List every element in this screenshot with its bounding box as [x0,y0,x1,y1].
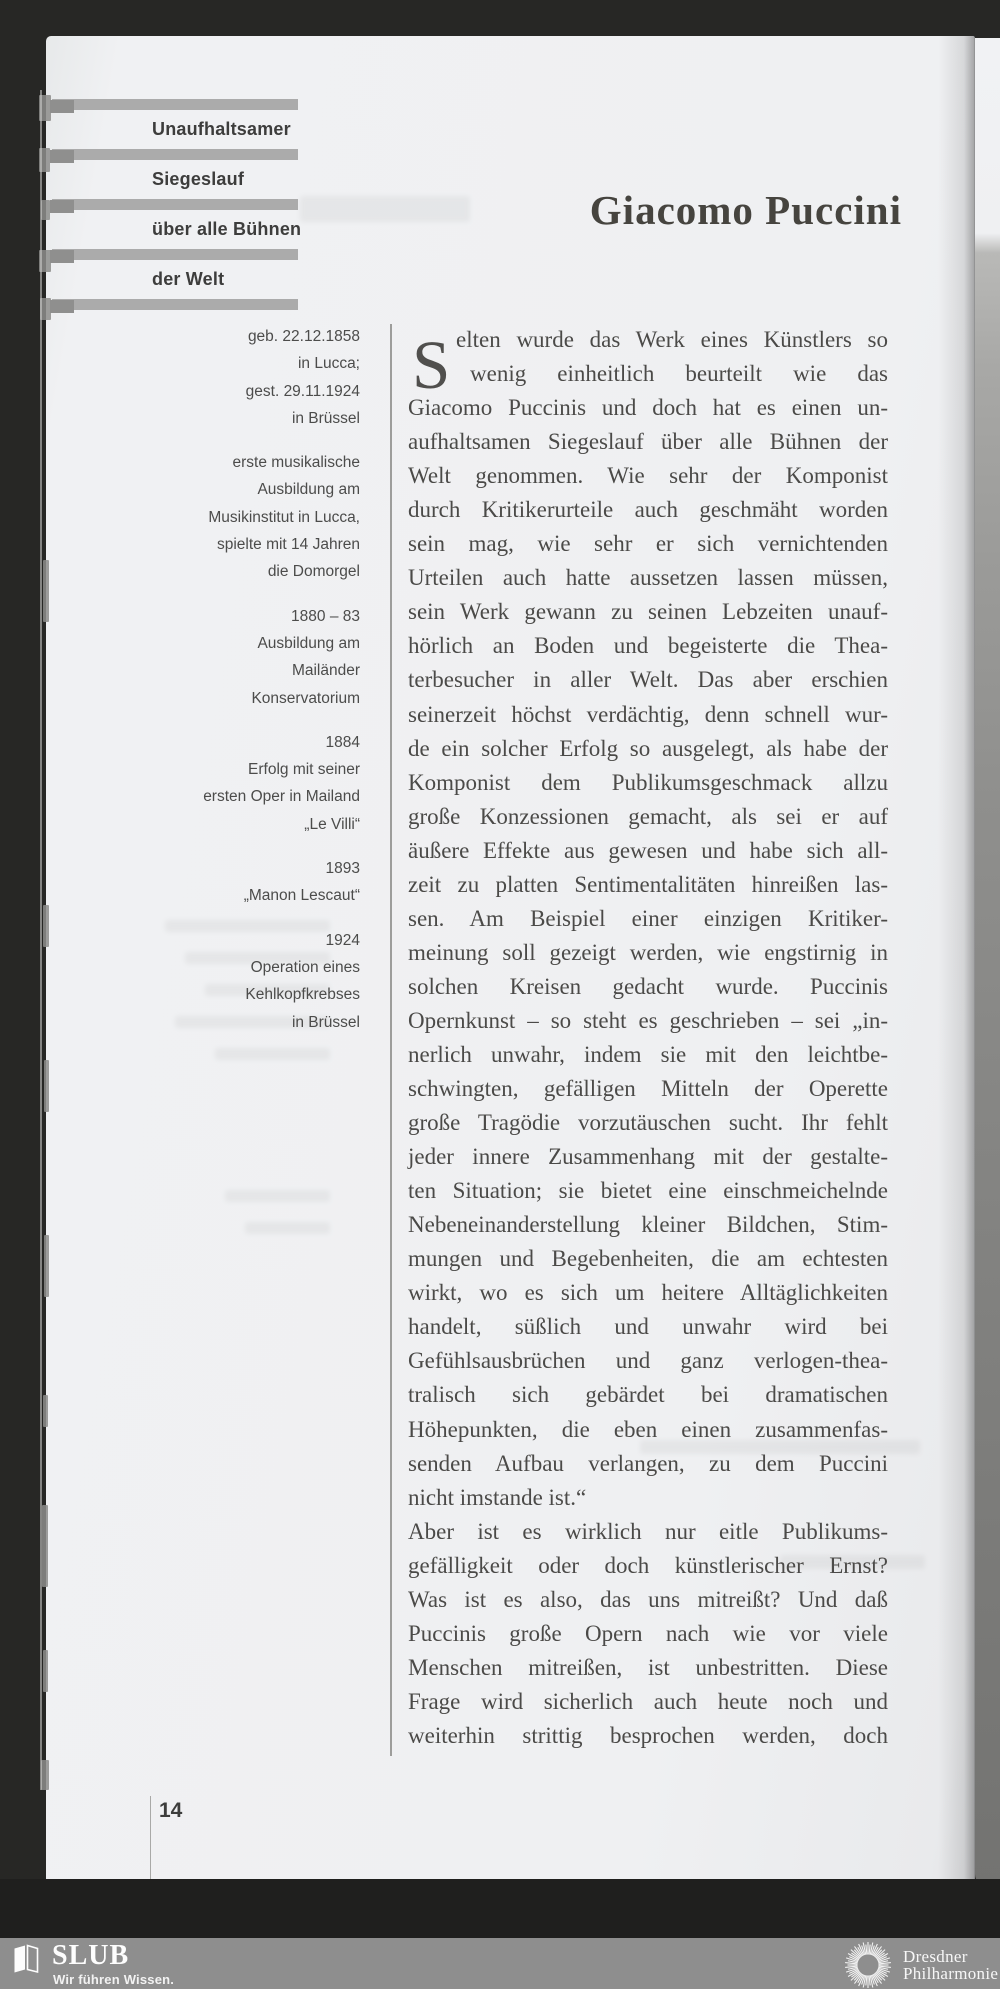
body-line: elten wurde das Werk eines Künstlers so [456,327,888,352]
philharmonie-line2: Philharmonie [903,1964,999,1983]
body-line: weiterhin strittig besprochen werden, doch [408,1722,888,1748]
body-line: zeit zu platten Sentimentalitäten hinreißen las- [408,871,888,897]
tag-bar-nub [50,300,74,313]
timeline-group [110,927,360,1036]
timeline-line: Ausbildung am [257,634,360,652]
body-line: solchen Kreisen gedacht wurde. Puccinis [408,973,888,999]
body-line: Komponist dem Publikumsgeschmack allzu [408,769,888,795]
tag-separator-bar [52,199,298,210]
margin-tag-label: Siegeslauf [152,169,245,189]
timeline-line: in Brüssel [291,409,360,427]
body-line: tralisch sich gebärdet bei dramatischen [408,1382,888,1408]
bleed-through-smudge [245,1222,330,1234]
body-line: sein mag, wie sehr er sich vernichtenden [408,531,888,557]
body-line: sen. Am Beispiel einer einzigen Kritiker- [408,905,888,931]
body-line: Menschen mitreißen, ist unbestritten. Diese [408,1654,888,1680]
body-line: sein Werk gewann zu seinen Lebzeiten unauf- [408,599,888,625]
tag-bar-nub [50,150,74,163]
timeline-line: ersten Oper in Mailand [203,788,360,806]
tag-bar-nub [50,250,74,263]
timeline-group [110,603,360,712]
body-line: Urteilen auch hatte aussetzen lassen müssen, [408,565,888,591]
margin-tags [52,99,302,310]
timeline-line: Musikinstitut in Lucca, [208,508,360,526]
timeline-line: Operation eines [250,958,360,976]
timeline-line: 1884 [325,733,360,751]
body-line: Frage wird sicherlich auch heute noch und [408,1688,888,1714]
body-line: äußere Effekte aus gewesen und habe sich all- [408,837,888,863]
timeline-line: in Brüssel [291,1013,360,1031]
timeline-group [110,855,360,910]
body-line: große Tragödie vorzutäuschen sucht. Ihr fehlt [408,1110,888,1136]
timeline-line: Erfolg mit seiner [248,761,360,779]
page-stack-mark [44,1235,49,1297]
tag-bar-nub [50,100,74,113]
page-stack-mark [43,1395,48,1427]
tag-separator-bar [52,99,298,110]
body-line: seinerzeit höchst verdächtig, denn schnell wur- [408,701,888,727]
page-stack-mark [44,1060,49,1112]
timeline-line: Mailänder [291,662,360,680]
timeline-line: Konservatorium [251,689,360,707]
timeline-line: Kehlkopfkrebses [245,986,360,1004]
timeline-line: 1893 [325,860,360,878]
page-stack-edge-line [40,90,42,1790]
bleed-through-smudge [225,1190,330,1202]
timeline-line: die Domorgel [267,563,360,581]
timeline-line: 1880 – 83 [291,607,360,625]
margin-tag-label: über alle Bühnen [152,219,302,239]
page-stack-mark [43,560,49,622]
timeline-group [110,449,360,585]
body-line: wenig einheitlich beurteilt wie das [470,361,888,387]
body-line: aufhaltsamen Siegeslauf über alle Bühnen der [408,429,888,455]
body-line: nerlich unwahr, indem sie mit den leichtbe- [408,1041,888,1067]
body-line: große Konzessionen gemacht, als sei er auf [408,803,888,829]
body-line: Nebeneinanderstellung kleiner Bildchen, Stim- [408,1212,888,1238]
drop-cap: S [412,327,451,403]
body-line: nicht imstande ist.“ [408,1484,587,1510]
timeline-line: geb. 22.12.1858 [247,328,360,345]
timeline-group [110,323,360,432]
body-line: senden Aufbau verlangen, zu dem Puccini [408,1450,888,1476]
timeline-line: gest. 29.11.1924 [245,382,360,400]
body-line: Welt genommen. Wie sehr der Komponist [408,463,888,489]
page-stack-mark [41,200,50,220]
body-line: durch Kritikerurteile auch geschmäht worden [408,497,888,523]
tag-bar-nub [50,200,74,213]
timeline-line: spielte mit 14 Jahren [216,536,360,554]
body-text [408,323,888,1753]
body-line: schwingten, gefälligen Mitteln der Operette [408,1076,888,1102]
body-line: Was ist es also, das uns mitreißt? Und daß [408,1586,888,1612]
tag-separator-bar [52,149,298,160]
page-title: Giacomo Puccini [589,187,902,233]
body-line: mungen und Begebenheiten, die am echtesten [408,1246,888,1272]
bleed-through-smudge [300,196,470,222]
body-line: Aber ist es wirklich nur eitle Publikums- [408,1518,888,1544]
page-number-rule [150,1796,151,1889]
body-line: handelt, süßlich und unwahr wird bei [408,1314,888,1340]
body-line: Höhepunkten, die eben einen zusammenfas- [408,1416,888,1442]
timeline-line: erste musikalische [232,454,360,472]
timeline-line: 1924 [325,931,360,949]
page-stack-mark [42,1505,48,1587]
philharmonie-logo-text [903,1948,998,1982]
body-line: ten Situation; sie bietet eine einschmeichelnde [408,1178,888,1204]
timeline-line: in Lucca; [297,355,360,373]
next-page-edge [975,38,1000,1888]
body-line: Opernkunst – so steht es geschrieben – sei „in- [408,1007,888,1033]
body-line: Gefühlsausbrüchen und ganz verlogen-thea- [408,1348,888,1374]
timeline-line: „Manon Lescaut“ [243,887,360,905]
tag-separator-bar [52,249,298,260]
body-line: hörlich an Boden und begeisterte die Thea- [408,633,888,659]
body-line: Giacomo Puccinis und doch hat es einen un- [408,395,888,421]
body-line: wirkt, wo es sich um heitere Alltäglichkeiten [408,1280,888,1306]
tag-separator-bar [52,299,298,310]
page-crease-shadow [938,36,975,1890]
philharmonie-starburst-icon [843,1941,893,1989]
philharmonie-line1: Dresdner [903,1947,968,1966]
slub-book-icon [12,1943,40,1975]
body-line: gefälligkeit oder doch künstlerischer Ernst? [408,1552,888,1578]
body-line: de ein solcher Erfolg so ausgelegt, als habe der [408,735,888,761]
column-divider-rule [390,324,392,1756]
page-stack-mark [41,1760,49,1790]
page-number: 14 [159,1799,183,1822]
body-line: jeder innere Zusammenhang mit der gestalte- [408,1144,888,1170]
footer-black-strip [0,1879,1000,1939]
timeline-line: „Le Villi“ [304,815,360,833]
body-line: meinung soll gezeigt werden, wie engstirnig in [408,939,888,965]
slub-tagline: Wir führen Wissen. [53,1972,175,1987]
body-line: terbesucher in aller Welt. Das aber erschien [408,667,888,693]
slub-logo-text: SLUB [52,1940,130,1971]
body-line: Puccinis große Opern nach wie vor viele [408,1620,888,1646]
margin-tag-label: Unaufhaltsamer [152,119,291,139]
biography-timeline [110,323,360,1053]
timeline-line: Ausbildung am [257,481,360,499]
timeline-group [110,729,360,838]
margin-tag-label: der Welt [152,269,225,289]
page-stack-mark [43,1650,48,1692]
page-stack-mark [43,905,49,947]
